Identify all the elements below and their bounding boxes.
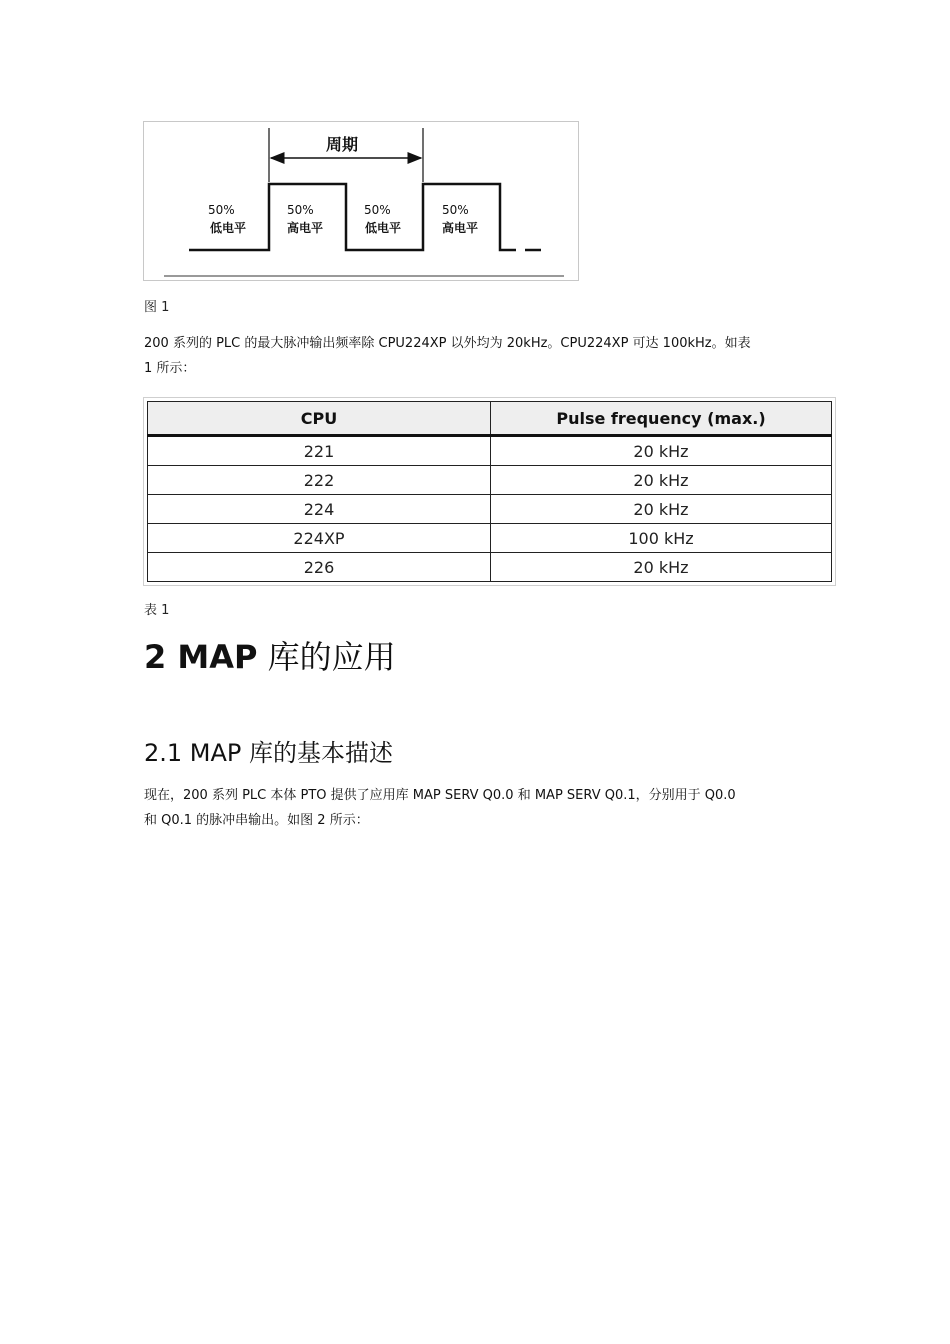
pulse-waveform-figure bbox=[143, 121, 579, 281]
segment-4-level: 高电平 bbox=[442, 221, 479, 235]
pulse-signal-line bbox=[189, 184, 516, 250]
intro-paragraph-line-1: 200 系列的 PLC 的最大脉冲输出频率除 CPU224XP 以外均为 20kHz。CPU224XP 可达 100kHz。如表 bbox=[144, 336, 751, 351]
waveform-diagram bbox=[144, 122, 580, 282]
cpu-cell: 226 bbox=[148, 553, 491, 582]
segment-4-percent: 50% bbox=[442, 203, 469, 217]
table-row bbox=[148, 495, 832, 524]
desc-paragraph-line-2: 和 Q0.1 的脉冲串输出。如图 2 所示： bbox=[144, 813, 369, 828]
cpu-cell: 224XP bbox=[148, 524, 491, 553]
frequency-cell: 20 kHz bbox=[491, 495, 832, 524]
section-2-heading-title: 库的应用 bbox=[257, 638, 396, 676]
frequency-cell: 20 kHz bbox=[491, 466, 832, 495]
segment-2-level: 高电平 bbox=[287, 221, 324, 235]
header-cpu: CPU bbox=[148, 402, 491, 436]
cpu-cell: 222 bbox=[148, 466, 491, 495]
period-label: 周期 bbox=[325, 135, 359, 154]
segment-3-level: 低电平 bbox=[365, 221, 402, 235]
table-1-caption: 表 1 bbox=[144, 603, 170, 618]
segment-1-percent: 50% bbox=[208, 203, 235, 217]
cpu-cell: 221 bbox=[148, 436, 491, 466]
segment-3-percent: 50% bbox=[364, 203, 391, 217]
section-2-heading-term: 2 MAP bbox=[144, 638, 258, 676]
table-row bbox=[148, 436, 832, 466]
section-2-1-heading: 2.1 MAP 库的基本描述 bbox=[144, 739, 394, 767]
table-row bbox=[148, 524, 832, 553]
section-2-heading bbox=[144, 632, 396, 678]
table-row bbox=[148, 466, 832, 495]
pulse-frequency-table bbox=[147, 401, 832, 582]
table-header-row bbox=[148, 402, 832, 436]
desc-paragraph-line-1: 现在，200 系列 PLC 本体 PTO 提供了应用库 MAP SERV Q0.0 和 MAP SERV Q0.1，分别用于 Q0.0 bbox=[144, 788, 736, 803]
figure-1-caption: 图 1 bbox=[144, 300, 170, 315]
segment-2-percent: 50% bbox=[287, 203, 314, 217]
cpu-cell: 224 bbox=[148, 495, 491, 524]
frequency-cell: 20 kHz bbox=[491, 436, 832, 466]
frequency-cell: 100 kHz bbox=[491, 524, 832, 553]
frequency-cell: 20 kHz bbox=[491, 553, 832, 582]
table-row bbox=[148, 553, 832, 582]
segment-1-level: 低电平 bbox=[210, 221, 247, 235]
header-pulse-frequency: Pulse frequency (max.) bbox=[491, 402, 832, 436]
intro-paragraph-line-2: 1 所示： bbox=[144, 361, 196, 376]
